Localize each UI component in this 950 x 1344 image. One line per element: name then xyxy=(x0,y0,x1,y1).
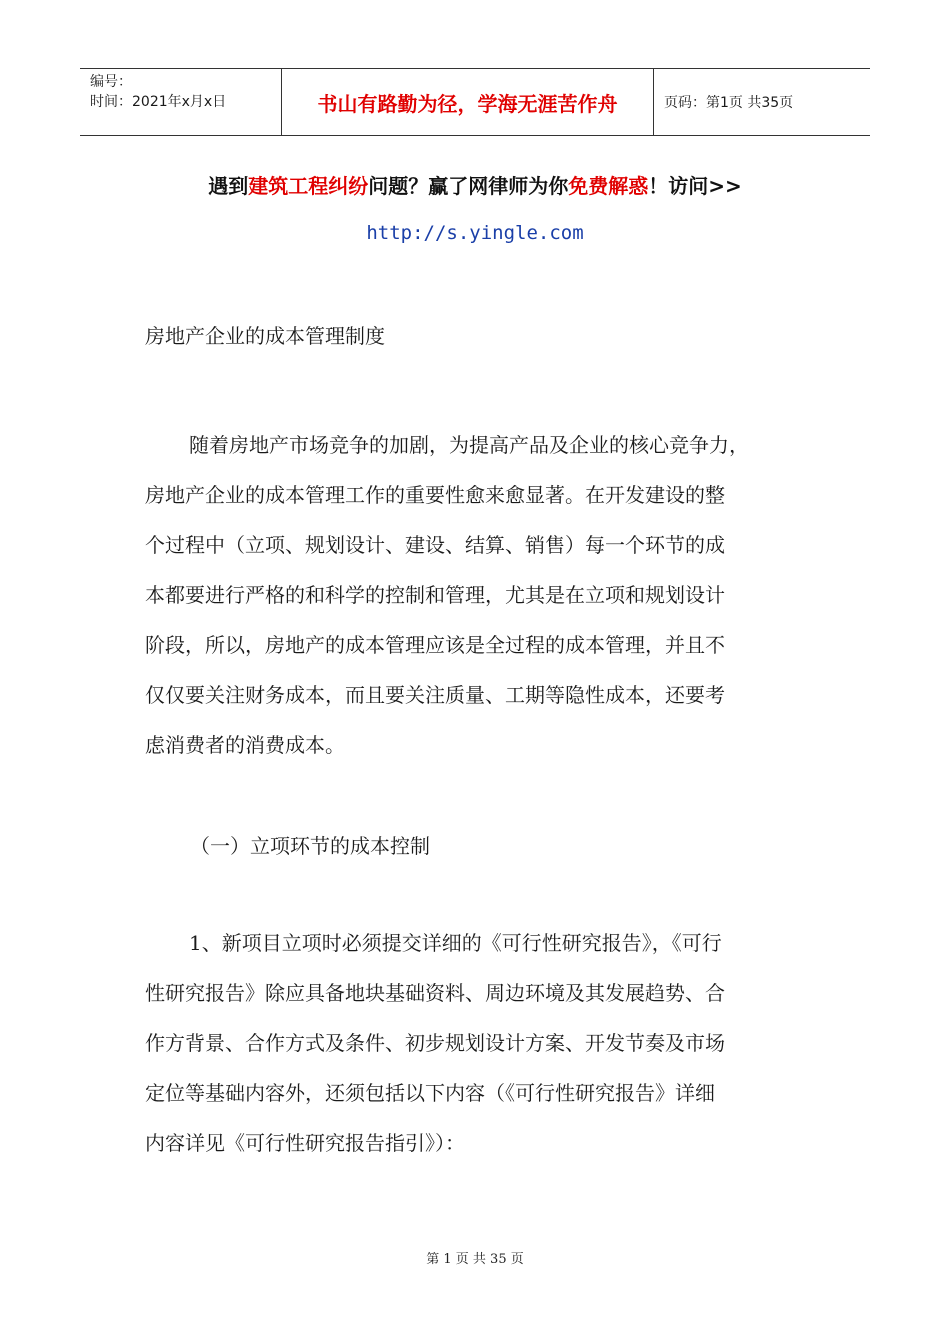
ad-link[interactable]: http://s.yingle.com xyxy=(366,222,584,244)
time-label: 时间：2021年x月x日 xyxy=(90,94,227,110)
paragraph-line: 本都要进行严格的和科学的控制和管理，尤其是在立项和规划设计 xyxy=(145,583,725,607)
paragraph-line: 房地产企业的成本管理工作的重要性愈来愈显著。在开发建设的整 xyxy=(145,483,725,507)
paragraph-line: 仅仅要关注财务成本，而且要关注质量、工期等隐性成本，还要考 xyxy=(145,683,725,707)
document-title: 房地产企业的成本管理制度 xyxy=(145,324,385,348)
paragraph-line: 1、新项目立项时必须提交详细的《可行性研究报告》，《可行 xyxy=(189,931,722,955)
ad-banner[interactable] xyxy=(0,170,950,199)
section-heading: （一）立项环节的成本控制 xyxy=(190,834,430,858)
paragraph-line: 阶段，所以，房地产的成本管理应该是全过程的成本管理，并且不 xyxy=(145,633,725,657)
header-table xyxy=(80,68,870,136)
header-meta xyxy=(80,69,282,135)
paragraph-line: 虑消费者的消费成本。 xyxy=(145,733,345,757)
ad-text-2: 建筑工程纠纷 xyxy=(248,174,369,198)
number-label: 编号： xyxy=(90,74,132,90)
paragraph-line: 内容详见《可行性研究报告指引》）： xyxy=(145,1131,465,1155)
ad-text-4: 免费解惑 xyxy=(568,174,649,198)
header-motto: 书山有路勤为径，学海无涯苦作舟 xyxy=(282,69,654,135)
ad-text-3: 问题？赢了网律师为你 xyxy=(368,174,569,198)
ad-text-1: 遇到 xyxy=(208,174,249,198)
paragraph-line: 作方背景、合作方式及条件、初步规划设计方案、开发节奏及市场 xyxy=(145,1031,725,1055)
paragraph-intro xyxy=(145,420,805,770)
header-page-info: 页码：第1页 共35页 xyxy=(664,95,794,111)
paragraph-line: 随着房地产市场竞争的加剧，为提高产品及企业的核心竞争力， xyxy=(189,433,749,457)
paragraph-line: 定位等基础内容外，还须包括以下内容（《可行性研究报告》详细 xyxy=(145,1081,715,1105)
paragraph-line: 性研究报告》除应具备地块基础资料、周边环境及其发展趋势、合 xyxy=(145,981,725,1005)
page-footer: 第 1 页 共 35 页 xyxy=(426,1252,524,1267)
paragraph-line: 个过程中（立项、规划设计、建设、结算、销售）每一个环节的成 xyxy=(145,533,725,557)
ad-text-5: ！访问>> xyxy=(648,174,742,198)
paragraph-item-1 xyxy=(145,918,805,1168)
